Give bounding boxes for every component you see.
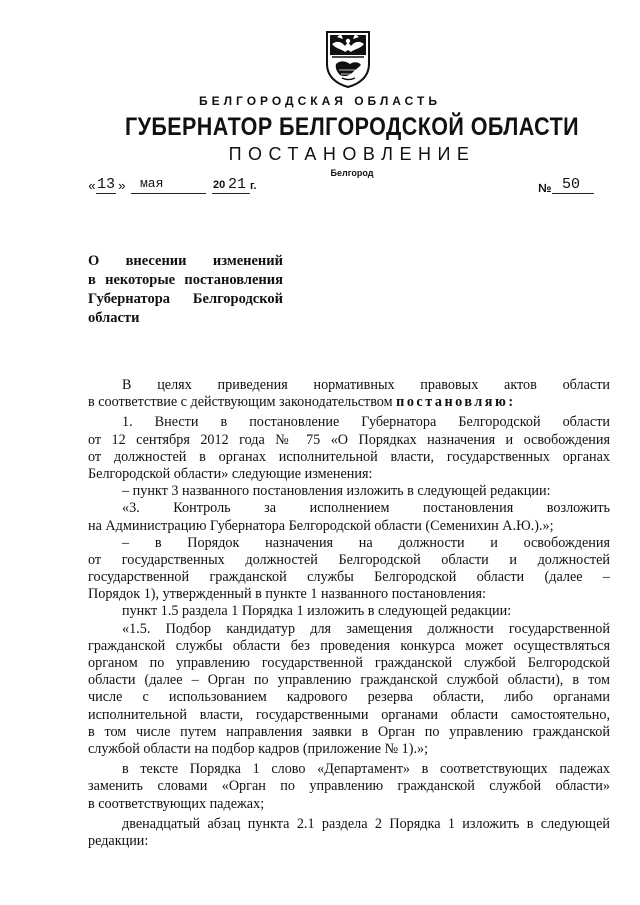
date-year-abbr: г. (250, 180, 257, 192)
subject-line: в некоторые постановления (88, 272, 283, 288)
body-line: в том числе путем направления заявки в Орган по управлению гражданской (88, 723, 610, 740)
body-line: числе с использованием кадрового резерва области, либо органами (88, 689, 610, 706)
date-month: мая (140, 176, 164, 191)
body-line: Белгородской области» следующие изменения: (88, 465, 373, 482)
body-line: от должностей в органах исполнительной власти, государственных органах (88, 448, 610, 465)
body-line: от государственных должностей Белгородской области и должностей (88, 551, 610, 568)
document-number: 50 (562, 176, 581, 193)
date-year-prefix: 20 (213, 179, 226, 191)
body-line: редакции: (88, 832, 149, 849)
subject-line: области (88, 310, 140, 326)
body-line: «3. Контроль за исполнением постановления возложить (122, 500, 610, 517)
body-line: органом по управлению государственной гражданской службой Белгородской (88, 655, 610, 671)
body-line: от 12 сентября 2012 года № 75 «О Порядках назначения и освобождения (88, 431, 610, 448)
body-line: заменить словами «Орган по управлению гражданской службой области» (88, 778, 610, 795)
authority-title: ГУБЕРНАТОР БЕЛГОРОДСКОЙ ОБЛАСТИ (124, 113, 580, 141)
body-line: «1.5. Подбор кандидатур для замещения должности государственной (122, 620, 610, 637)
body-line: в соответствие с действующим законодательством постановляю: (88, 394, 516, 411)
body-line: службой области на подбор кадров (приложение № 1).»; (88, 740, 429, 757)
date-day: 13 (97, 176, 116, 193)
number-label: № (538, 181, 552, 195)
body-line: 1. Внести в постановление Губернатора Белгородской области (122, 414, 610, 431)
date-year-underline (212, 193, 250, 194)
document-subject (88, 252, 283, 328)
body-line: на Администрацию Губернатора Белгородской области (Семенихин А.Ю.).»; (88, 517, 554, 534)
date-open-quote: « (88, 179, 96, 194)
body-line: в тексте Порядка 1 слово «Департамент» в соответствующих падежах (122, 761, 610, 778)
date-close-quote: » (118, 179, 126, 194)
document-body (88, 377, 610, 850)
city-name: Белгород (330, 168, 374, 178)
body-line: Порядок 1), утвержденный в пункте 1 названного постановления: (88, 586, 486, 603)
subject-line: Губернатора Белгородской (88, 291, 283, 307)
date-year-suffix: 21 (228, 176, 247, 193)
body-line: исполнительной власти, государственными органами области самостоятельно, (88, 706, 610, 723)
body-line: – пункт 3 названного постановления изложить в следующей редакции: (122, 483, 551, 500)
subject-line: О внесении изменений (88, 253, 283, 269)
date-month-underline (131, 193, 206, 194)
body-line: двенадцатый абзац пункта 2.1 раздела 2 Порядка 1 изложить в следующей (122, 815, 610, 832)
body-line: В целях приведения нормативных правовых актов области (122, 377, 610, 393)
number-underline (552, 193, 594, 194)
date-day-underline (96, 193, 116, 194)
document-type: ПОСТАНОВЛЕНИЕ (228, 144, 476, 164)
body-line: пункт 1.5 раздела 1 Порядка 1 изложить в следующей редакции: (122, 603, 512, 620)
region-title: БЕЛГОРОДСКАЯ ОБЛАСТЬ (199, 94, 441, 108)
body-line: гражданской службы области без проведения конкурса может осуществляться (88, 637, 610, 654)
body-line: государственной гражданской службы Белгородской области (далее – (88, 569, 610, 586)
decree-keyword: постановляю: (396, 394, 516, 411)
body-line: области (далее – Орган по управлению гражданской службой области), в том (88, 672, 610, 689)
coat-of-arms-emblem (324, 30, 372, 88)
body-line: в соответствующих падежах; (88, 795, 265, 812)
body-line: – в Порядок назначения на должности и освобождения (122, 534, 610, 551)
